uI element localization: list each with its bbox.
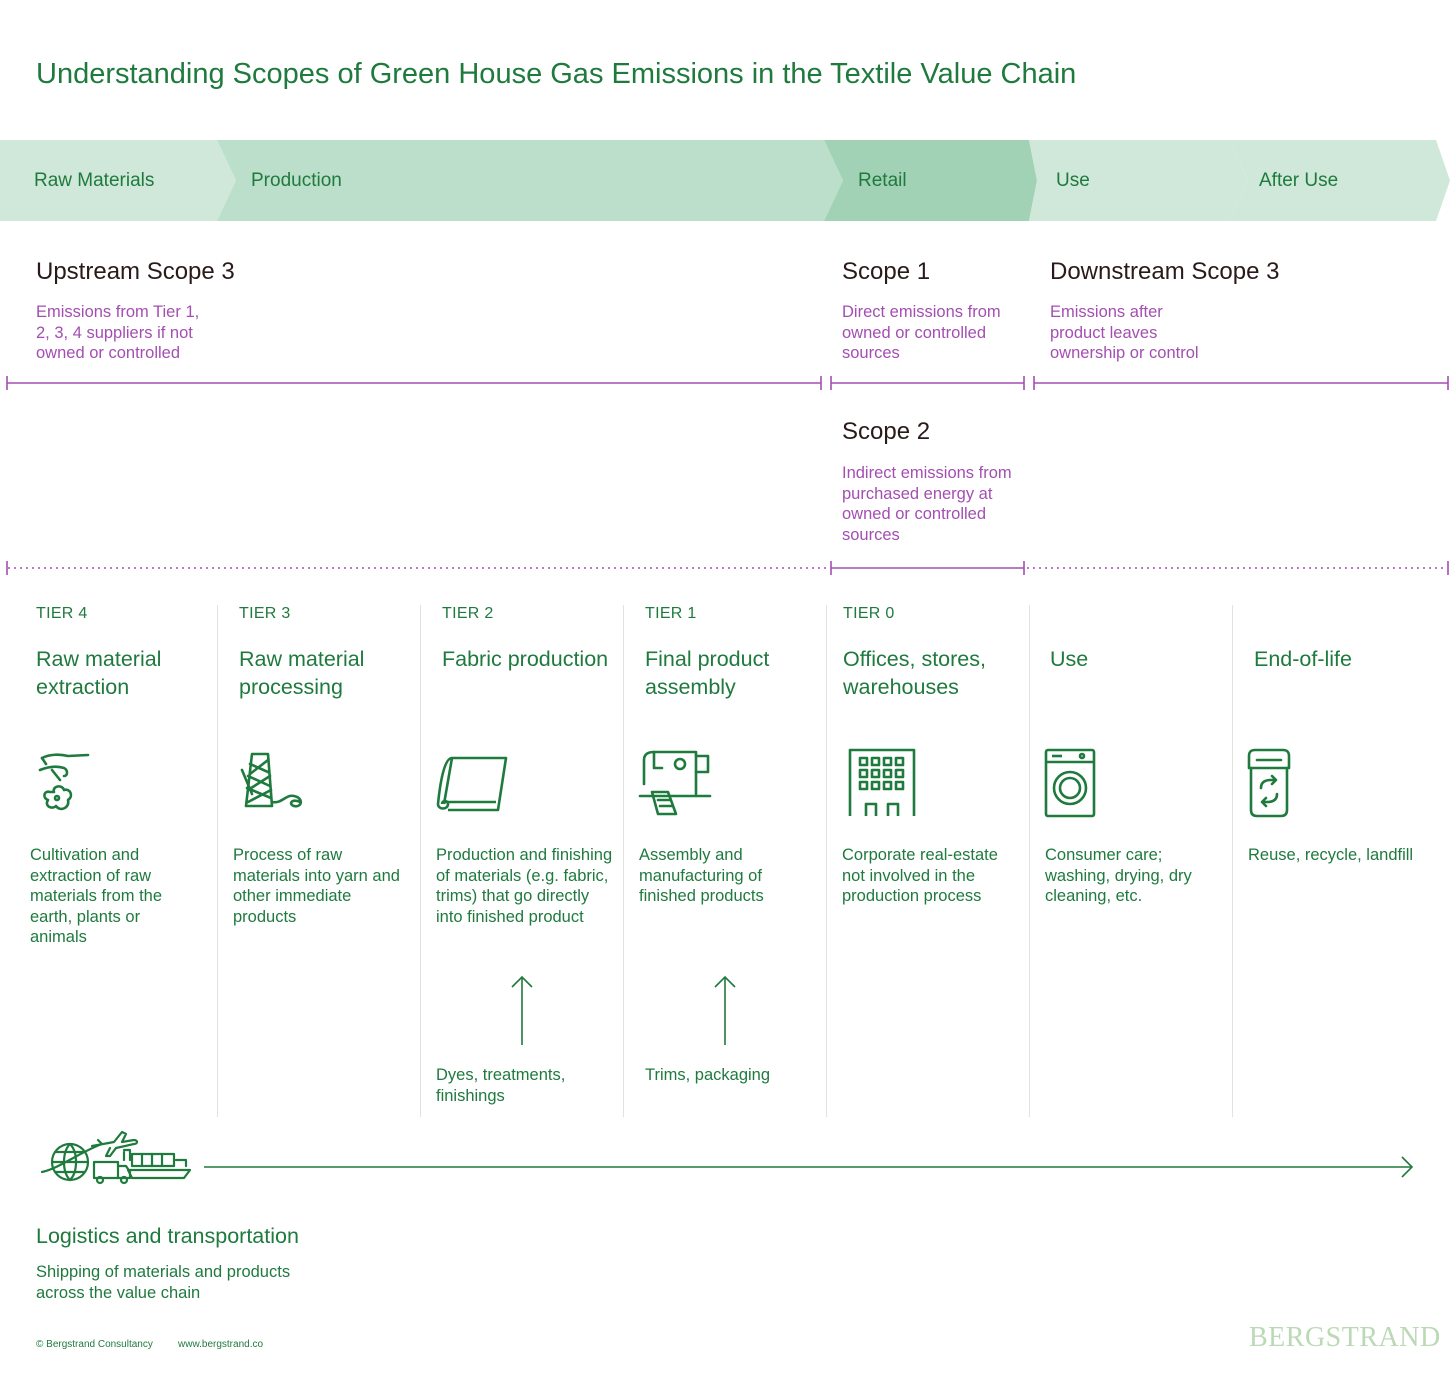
logistics-desc: Shipping of materials and products across the value chain: [36, 1263, 291, 1302]
downstream-scope-desc: Emissions after product leaves ownership or control: [1050, 303, 1199, 363]
logistics-arrow: [204, 1156, 1416, 1178]
transport-icon: [40, 1128, 194, 1184]
tier-label: TIER 1: [645, 605, 697, 622]
yarn-spool-icon: [238, 750, 310, 814]
building-icon: [846, 748, 918, 818]
scope2-desc: Indirect emissions from purchased energy at owned or controlled sources: [842, 464, 1012, 544]
footer-copyright: © Bergstrand Consultancy: [36, 1339, 153, 1350]
stage-label: Raw Materials: [34, 169, 155, 191]
cotton-hand-icon: [38, 750, 98, 814]
footer-url[interactable]: www.bergstrand.co: [178, 1339, 264, 1350]
upstream-scope-desc: Emissions from Tier 1, 2, 3, 4 suppliers if not owned or controlled: [36, 303, 200, 363]
column-title: Fabric production: [442, 647, 609, 671]
column-desc: Process of raw materials into yarn and other immediate products: [233, 846, 400, 926]
tier-label: TIER 0: [843, 605, 895, 622]
scope1-desc: Direct emissions from owned or controlled sources: [842, 303, 1001, 363]
scope2-heading: Scope 2: [842, 418, 931, 445]
washing-machine-icon: [1044, 748, 1098, 820]
column-desc: Cultivation and extraction of raw materials from the earth, plants or animals: [30, 846, 163, 947]
tier-label: TIER 3: [239, 605, 291, 622]
column-divider: [1232, 605, 1233, 1117]
input-label: Trims, packaging: [645, 1066, 771, 1084]
column-title: Raw material extraction: [36, 647, 162, 699]
recycle-bin-icon: [1247, 748, 1293, 818]
column-desc: Consumer care; washing, drying, dry cleaning, etc.: [1045, 846, 1192, 906]
scope1-heading: Scope 1: [842, 258, 931, 285]
arrow-up-icon: [713, 975, 737, 1047]
column-divider: [1029, 605, 1030, 1117]
stage-production: [217, 140, 824, 221]
column-divider: [217, 605, 218, 1117]
stage-label: Retail: [858, 169, 907, 191]
downstream-scope-heading: Downstream Scope 3: [1050, 258, 1280, 285]
stage-use: [1022, 140, 1229, 221]
scope-brackets-row2: [0, 559, 1456, 579]
stage-retail: [824, 140, 1029, 221]
column-title: End-of-life: [1254, 647, 1352, 671]
column-title: Final product assembly: [645, 647, 770, 699]
column-desc: Production and finishing of materials (e.g. fabric, trims) that go directly into finished product: [436, 846, 613, 926]
column-desc: Reuse, recycle, landfill: [1248, 846, 1414, 864]
column-title: Offices, stores, warehouses: [843, 647, 986, 699]
input-label: Dyes, treatments, finishings: [436, 1066, 566, 1105]
scope-brackets-row1: [0, 374, 1456, 394]
column-title: Raw material processing: [239, 647, 365, 699]
stage-label: Production: [251, 169, 342, 191]
stage-label: After Use: [1259, 169, 1339, 191]
tier-label: TIER 2: [442, 605, 494, 622]
stage-raw-materials: [0, 140, 217, 221]
fabric-roll-icon: [436, 754, 510, 814]
arrow-up-icon: [510, 975, 534, 1047]
logistics-heading: Logistics and transportation: [36, 1224, 299, 1248]
column-divider: [826, 605, 827, 1117]
column-title: Use: [1050, 647, 1089, 671]
column-divider: [623, 605, 624, 1117]
column-desc: Assembly and manufacturing of finished products: [639, 846, 764, 906]
brand-logo: BERGSTRAND: [1249, 1322, 1441, 1353]
column-divider: [420, 605, 421, 1117]
upstream-scope-heading: Upstream Scope 3: [36, 258, 235, 285]
stage-after-use: [1225, 140, 1450, 221]
tier-label: TIER 4: [36, 605, 88, 622]
page-title: Understanding Scopes of Green House Gas Emissions in the Textile Value Chain: [36, 58, 1077, 90]
sewing-machine-icon: [638, 748, 712, 818]
stage-label: Use: [1056, 169, 1090, 191]
column-desc: Corporate real-estate not involved in the production process: [842, 846, 998, 906]
